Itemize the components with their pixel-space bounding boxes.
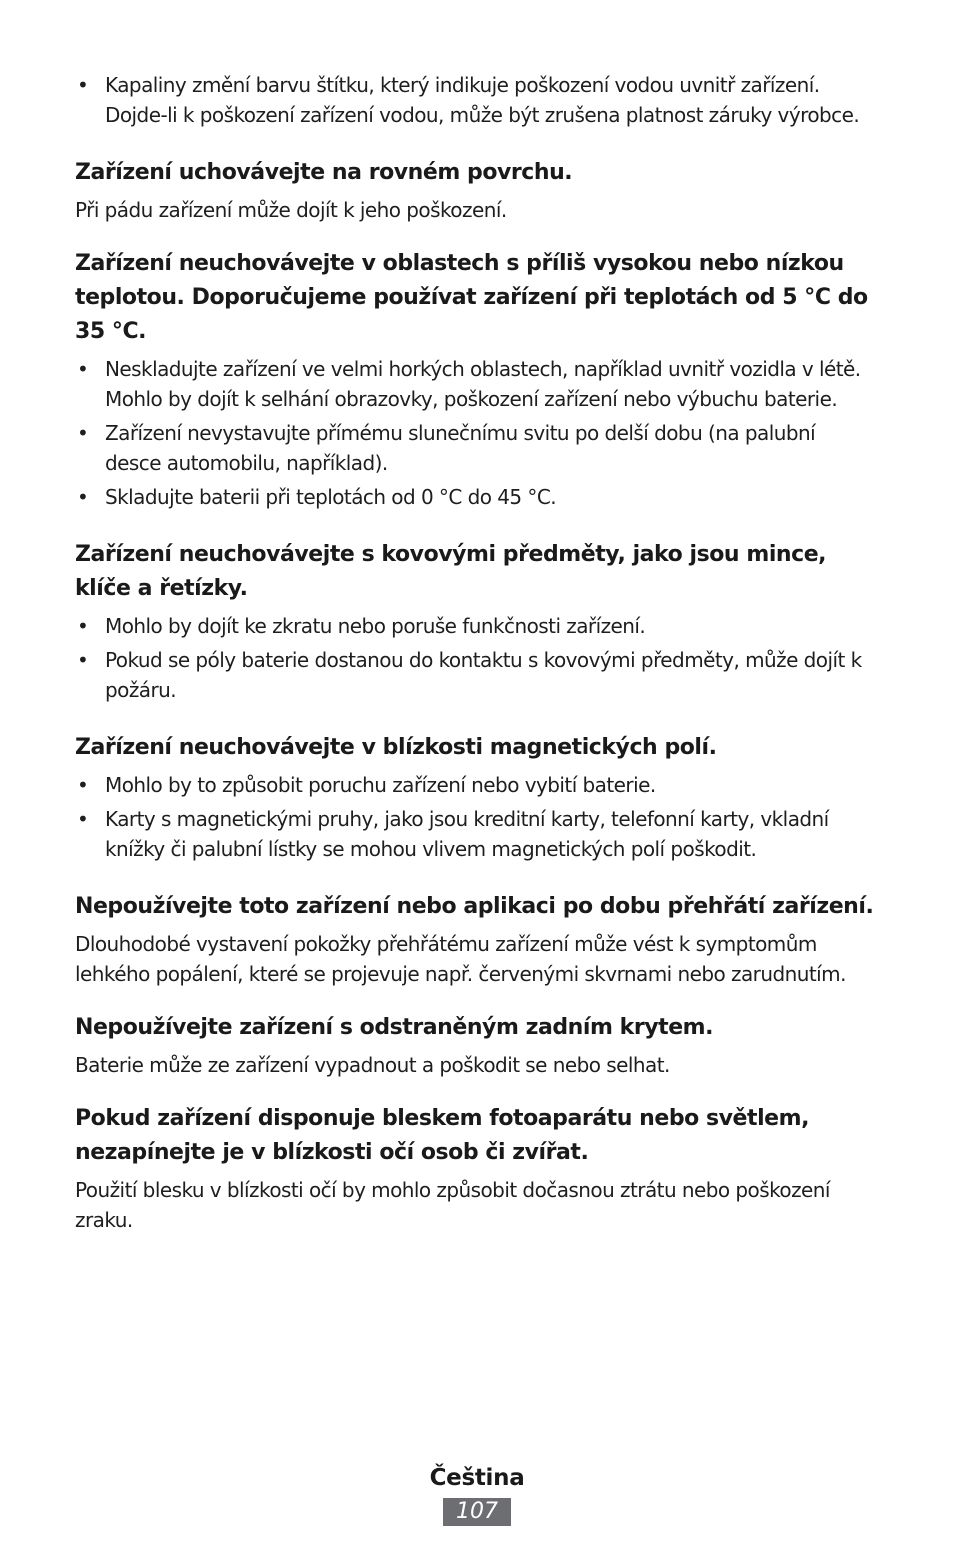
section-temperature (75, 247, 875, 512)
section-heading: Zařízení neuchovávejte v oblastech s příliš vysokou nebo nízkou teplotou. Doporučujeme používat zařízení při teplotách od 5 °C do 35 °C. (75, 251, 868, 344)
section-back-cover (75, 1011, 875, 1080)
section-metal-objects (75, 538, 875, 705)
bullet-item: • Karty s magnetickými pruhy, jako jsou kreditní karty, telefonní karty, vkladní knížky či palubní lístky se mohou vlivem magnetických polí poškodit. (75, 804, 875, 864)
bullet-item: • Skladujte baterii při teplotách od 0 °C do 45 °C. (75, 482, 875, 512)
document-page (75, 70, 875, 1235)
section-text: Při pádu zařízení může dojít k jeho poškození. (75, 198, 507, 222)
bullet-item: • Mohlo by to způsobit poruchu zařízení nebo vybití baterie. (75, 770, 875, 800)
bullet-list (75, 770, 875, 864)
section-text: Baterie může ze zařízení vypadnout a poškodit se nebo selhat. (75, 1053, 670, 1077)
intro-bullet-list (75, 70, 875, 130)
footer-language: Čeština (429, 1465, 525, 1491)
section-text: Dlouhodobé vystavení pokožky přehřátému zařízení může vést k symptomům lehkého popálení, které se projevuje např. červenými skvrnami nebo zarudnutím. (75, 932, 846, 986)
bullet-item: • Mohlo by dojít ke zkratu nebo poruše funkčnosti zařízení. (75, 611, 875, 641)
section-overheating (75, 890, 875, 989)
section-magnetic-fields (75, 731, 875, 864)
section-heading: Zařízení neuchovávejte v blízkosti magnetických polí. (75, 735, 717, 760)
page-number: 107 (443, 1498, 511, 1526)
bullet-list (75, 611, 875, 705)
bullet-item: • Kapaliny změní barvu štítku, který indikuje poškození vodou uvnitř zařízení. Dojde-li k poškození zařízení vodou, může být zrušena platnost záruky výrobce. (75, 70, 875, 130)
bullet-item: • Zařízení nevystavujte přímému slunečnímu svitu po delší dobu (na palubní desce automobilu, například). (75, 418, 875, 478)
section-heading: Nepoužívejte zařízení s odstraněným zadním krytem. (75, 1015, 714, 1040)
section-heading: Zařízení uchovávejte na rovném povrchu. (75, 160, 573, 185)
section-heading: Pokud zařízení disponuje bleskem fotoaparátu nebo světlem, nezapínejte je v blízkosti očí osob či zvířat. (75, 1106, 810, 1165)
bullet-list (75, 354, 875, 512)
bullet-item: • Pokud se póly baterie dostanou do kontaktu s kovovými předměty, může dojít k požáru. (75, 645, 875, 705)
section-flat-surface (75, 156, 875, 225)
page-footer (0, 1462, 954, 1526)
section-heading: Nepoužívejte toto zařízení nebo aplikaci po dobu přehřátí zařízení. (75, 894, 874, 919)
section-heading: Zařízení neuchovávejte s kovovými předměty, jako jsou mince, klíče a řetízky. (75, 542, 827, 601)
section-camera-flash (75, 1102, 875, 1235)
bullet-item: • Neskladujte zařízení ve velmi horkých oblastech, například uvnitř vozidla v létě. Mohlo by dojít k selhání obrazovky, poškození zařízení nebo výbuchu baterie. (75, 354, 875, 414)
section-text: Použití blesku v blízkosti očí by mohlo způsobit dočasnou ztrátu nebo poškození zraku. (75, 1178, 830, 1232)
